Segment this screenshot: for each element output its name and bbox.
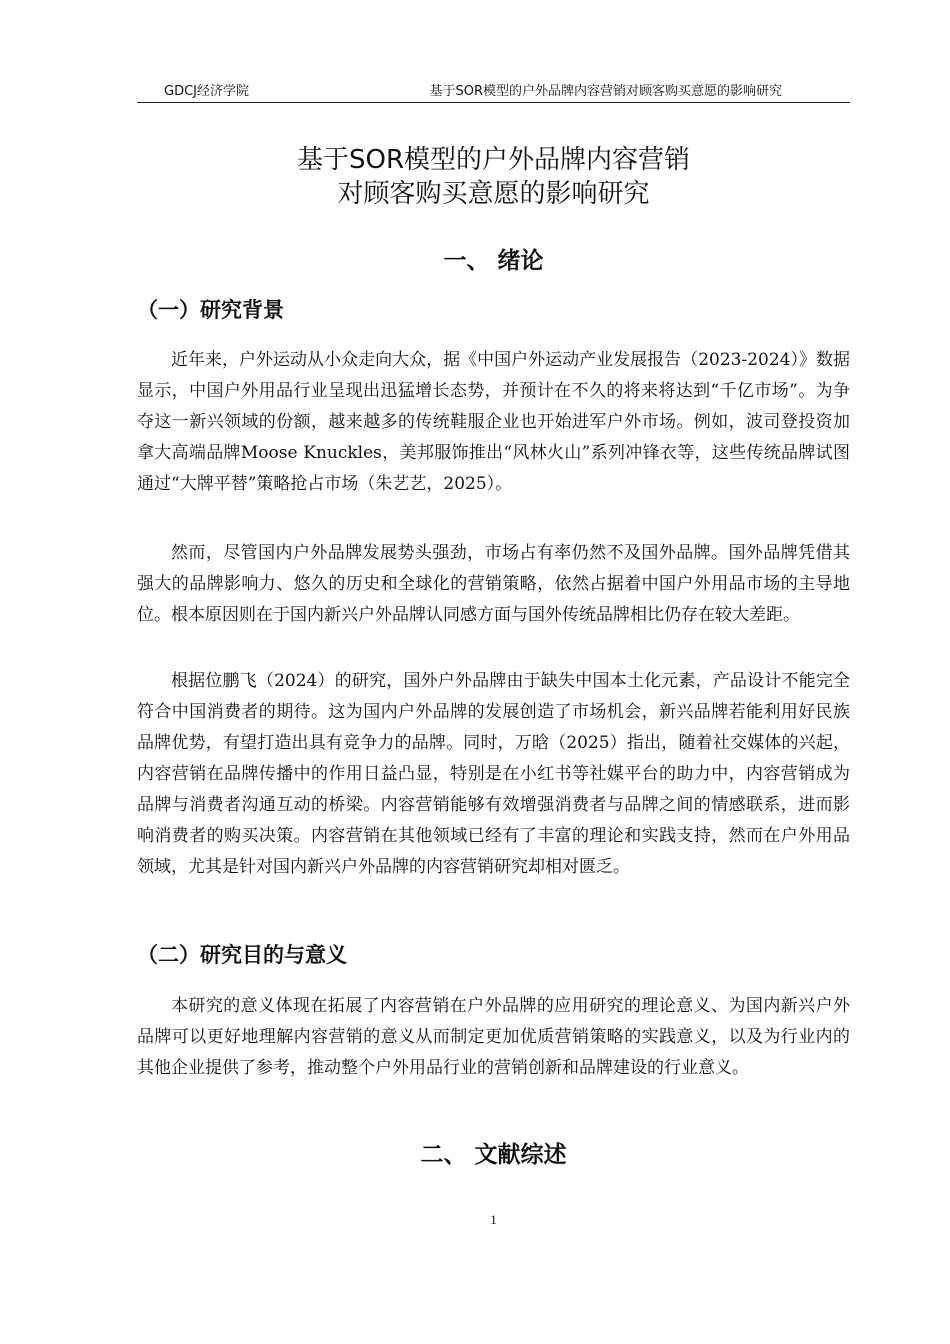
paper-title-line-1: 基于SOR模型的户外品牌内容营销 — [296, 145, 691, 175]
section-heading-introduction: 一、 绪论 — [443, 248, 544, 274]
paragraph-background-1: 近年来，户外运动从小众走向大众，据《中国户外运动产业发展报告（2023-2024）》数据显示，中国户外用品行业呈现出迅猛增长态势，并预计在不久的将来将达到“千亿市场”。为争夺这一新兴领域的份额，越来越多的传统鞋服企业也开始进军户外市场。例如，波司登投资加拿大高端品牌Moose Knuckles，美邦服饰推出“风林火山”系列冲锋衣等，这些传统品牌试图通过“大牌平替”策略抢占市场（朱艺艺，2025）。 — [137, 350, 850, 494]
paragraph-background-3: 根据位鹏飞（2024）的研究，国外户外品牌由于缺失中国本土化元素，产品设计不能完全符合中国消费者的期待。这为国内户外品牌的发展创造了市场机会，新兴品牌若能利用好民族品牌优势，有望打造出具有竞争力的品牌。同时，万晗（2025）指出，随着社交媒体的兴起，内容营销在品牌传播中的作用日益凸显，特别是在小红书等社媒平台的助力中，内容营销成为品牌与消费者沟通互动的桥梁。内容营销能够有效增强消费者与品牌之间的情感联系，进而影响消费者的购买决策。内容营销在其他领域已经有了丰富的理论和实践支持，然而在户外用品领域，尤其是针对国内新兴户外品牌的内容营销研究却相对匮乏。 — [137, 671, 850, 877]
subsection-heading-purpose: （二）研究目的与意义 — [137, 943, 347, 967]
paper-title — [137, 143, 850, 211]
subsection-heading-background: （一）研究背景 — [137, 298, 284, 322]
header-institution: GDCJ经济学院 — [164, 84, 249, 99]
page-number: 1 — [490, 1212, 497, 1227]
header-running-title: 基于SOR模型的户外品牌内容营销对顾客购买意愿的影响研究 — [429, 84, 782, 99]
paper-title-line-2: 对顾客购买意愿的影响研究 — [337, 179, 650, 209]
paragraph-background-2: 然而，尽管国内户外品牌发展势头强劲，市场占有率仍然不及国外品牌。国外品牌凭借其强大的品牌影响力、悠久的历史和全球化的营销策略，依然占据着中国户外用品市场的主导地位。根本原因则在于国内新兴户外品牌认同感方面与国外传统品牌相比仍存在较大差距。 — [137, 543, 850, 625]
paragraph-purpose-1: 本研究的意义体现在拓展了内容营销在户外品牌的应用研究的理论意义、为国内新兴户外品牌可以更好地理解内容营销的意义从而制定更加优质营销策略的实践意义，以及为行业内的其他企业提供了参考，推动整个户外用品行业的营销创新和品牌建设的行业意义。 — [137, 996, 850, 1078]
running-header — [137, 80, 850, 103]
section-heading-literature-review: 二、 文献综述 — [420, 1142, 567, 1168]
